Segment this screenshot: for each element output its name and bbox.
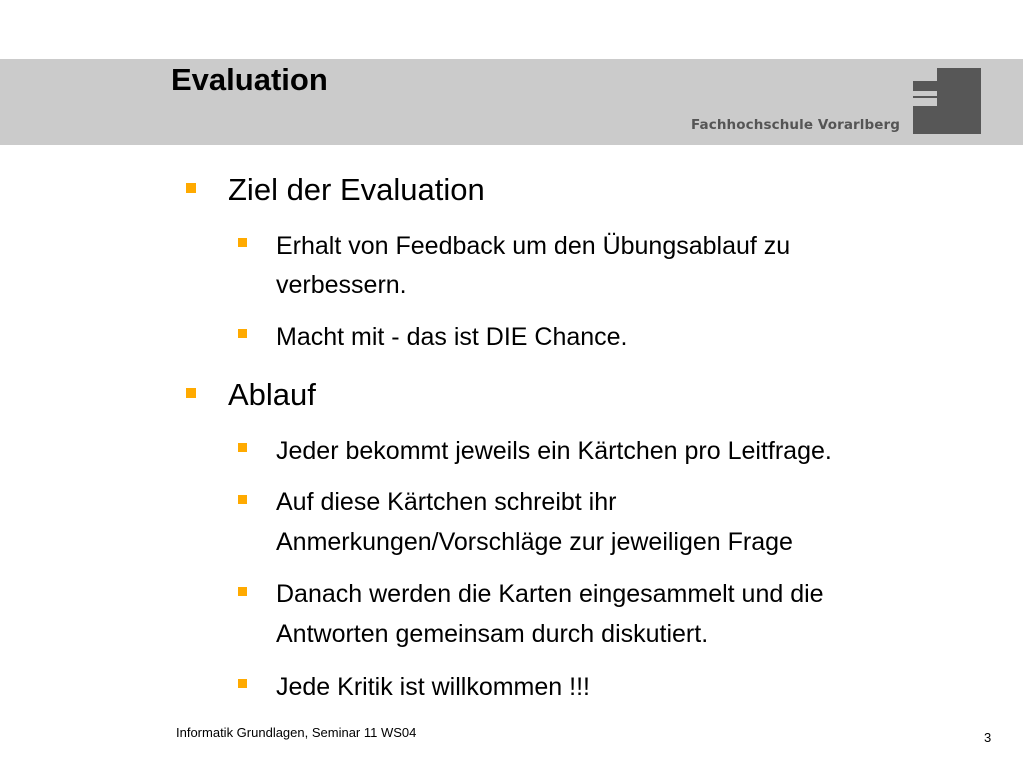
square-bullet-icon [238,329,247,338]
square-bullet-icon [238,679,247,688]
square-bullet-icon [238,238,247,247]
square-bullet-icon [238,587,247,596]
section-heading: Ziel der Evaluation [228,172,485,207]
page-number: 3 [984,730,992,745]
point-line: verbessern. [276,271,407,299]
square-bullet-icon [186,183,196,193]
point-line: Jeder bekommt jeweils ein Kärtchen pro Leitfrage. [276,437,832,465]
fh-vorarlberg-logo [913,68,981,134]
slide-title: Evaluation [171,62,328,97]
point-line: Antworten gemeinsam durch diskutiert. [276,620,709,648]
point-line: Erhalt von Feedback um den Übungsablauf zu [276,232,791,260]
point-line: Macht mit - das ist DIE Chance. [276,323,628,351]
footer-course: Informatik Grundlagen, Seminar 11 WS04 [176,725,417,740]
point-line: Jede Kritik ist willkommen !!! [276,673,590,701]
institution-name: Fachhochschule Vorarlberg [691,117,901,133]
square-bullet-icon [238,495,247,504]
section-heading: Ablauf [228,377,316,412]
point-line: Danach werden die Karten eingesammelt und die [276,580,824,608]
point-line: Auf diese Kärtchen schreibt ihr [276,488,617,516]
square-bullet-icon [186,388,196,398]
point-line: Anmerkungen/Vorschläge zur jeweiligen Frage [276,528,793,556]
square-bullet-icon [238,443,247,452]
